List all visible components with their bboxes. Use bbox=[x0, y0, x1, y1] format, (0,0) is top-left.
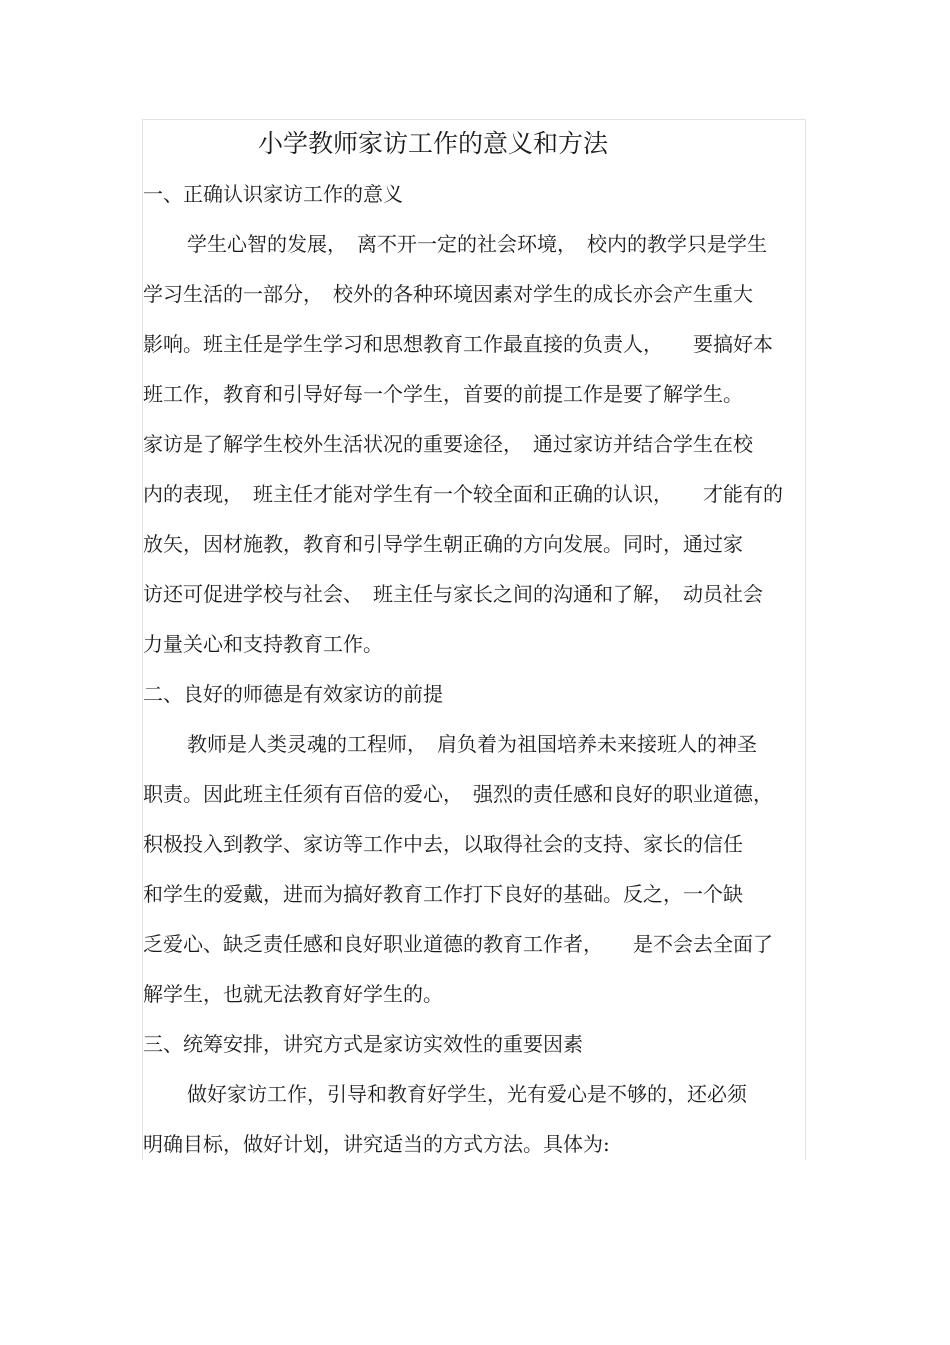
paragraph-line: 学生心智的发展， 离不开一定的社会环境， 校内的教学只是学生 bbox=[187, 232, 767, 256]
section-heading: 二、良好的师德是有效家访的前提 bbox=[143, 682, 443, 706]
section-2 bbox=[143, 669, 805, 1019]
section-1 bbox=[143, 169, 805, 669]
paragraph-line: 班工作，教育和引导好每一个学生，首要的前提工作是要了解学生。 bbox=[143, 382, 743, 406]
paragraph-line: 教师是人类灵魂的工程师， 肩负着为祖国培养未来接班人的神圣 bbox=[187, 732, 757, 756]
paragraph-line: 访还可促进学校与社会、 班主任与家长之间的沟通和了解， 动员社会 bbox=[143, 582, 763, 606]
paragraph-line: 力量关心和支持教育工作。 bbox=[143, 632, 383, 656]
document-title: 小学教师家访工作的意义和方法 bbox=[258, 129, 609, 158]
paragraph-line: 家访是了解学生校外生活状况的重要途径， 通过家访并结合学生在校 bbox=[143, 432, 753, 456]
document-body bbox=[143, 119, 805, 1169]
section-3 bbox=[143, 1019, 805, 1169]
paragraph-line: 乏爱心、缺乏责任感和良好职业道德的教育工作者， 是不会去全面了 bbox=[143, 932, 773, 956]
paragraph-line: 学习生活的一部分， 校外的各种环境因素对学生的成长亦会产生重大 bbox=[143, 282, 753, 306]
paragraph-line: 做好家访工作，引导和教育好学生，光有爱心是不够的，还必须 bbox=[187, 1082, 747, 1106]
paragraph-line: 职责。因此班主任须有百倍的爱心， 强烈的责任感和良好的职业道德， bbox=[143, 782, 773, 806]
paragraph-line: 解学生，也就无法教育好学生的。 bbox=[143, 982, 443, 1006]
paragraph-line: 放矢，因材施教，教育和引导学生朝正确的方向发展。同时，通过家 bbox=[143, 532, 743, 556]
paragraph-line: 内的表现， 班主任才能对学生有一个较全面和正确的认识， 才能有的 bbox=[143, 482, 783, 506]
section-heading: 一、正确认识家访工作的意义 bbox=[143, 182, 403, 206]
paragraph-line: 明确目标，做好计划，讲究适当的方式方法。具体为: bbox=[143, 1132, 610, 1156]
paragraph-line: 和学生的爱戴，进而为搞好教育工作打下良好的基础。反之，一个缺 bbox=[143, 882, 743, 906]
section-heading: 三、统筹安排，讲究方式是家访实效性的重要因素 bbox=[143, 1032, 583, 1056]
paragraph-line: 影响。班主任是学生学习和思想教育工作最直接的负责人， 要搞好本 bbox=[143, 332, 773, 356]
paragraph-line: 积极投入到教学、家访等工作中去，以取得社会的支持、家长的信任 bbox=[143, 832, 743, 856]
